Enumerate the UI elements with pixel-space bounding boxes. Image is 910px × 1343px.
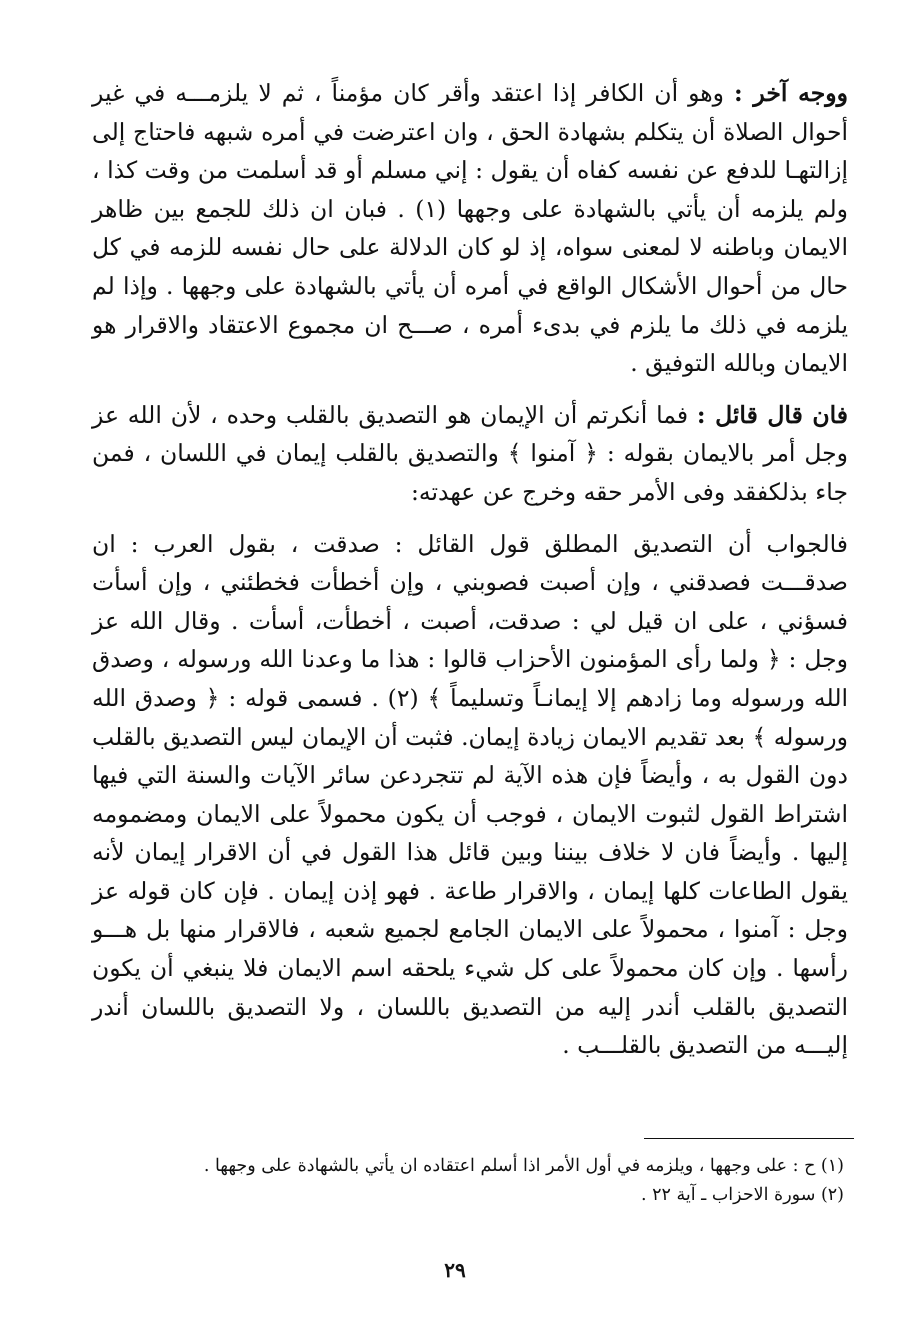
page-number: ٢٩ xyxy=(444,1258,466,1282)
footnote-divider xyxy=(644,1138,854,1139)
paragraph-2-lead: فان قال قائل : xyxy=(696,400,848,429)
paragraph-3 xyxy=(92,525,848,1065)
footnotes xyxy=(92,1152,844,1210)
paragraph-3-body: فالجواب أن التصديق المطلق قول القائل : صدقت ، بقول العرب : ان صدقـــت فصدقني ، وإن أصبت فصوبني ، وإن أخطأت فخطئني ، وإن أسأت فسؤني ، على ان قيل لي : صدقت، أصبت ، أخطأت، أسأت . وقال الله عز وجل : ﴿ ولما رأى المؤمنون الأحزاب قالوا : هذا ما وعدنا الله ورسوله ، وصدق الله ورسوله وما زادهم إلا إيمانـاً وتسليماً ﴾ (٢) . فسمى قوله : ﴿ وصدق الله ورسوله ﴾ بعد تقديم الايمان زيادة إيمان. فثبت أن الإيمان ليس التصديق بالقلب دون القول به ، وأيضاً فإن هذه الآية لم تتجردعن سائر الآيات والسنة التي فيها اشتراط القول لثبوت الايمان ، فوجب أن يكون محمولاً على الايمان ومضمومه إليها . وأيضاً فان لا خلاف بيننا وبين قائل هذا القول في أن الاقرار إيمان لأنه يقول الطاعات كلها إيمان ، والاقرار طاعة . فهو إذن إيمان . فإن كان قوله عز وجل : آمنوا ، محمولاً على الايمان الجامع لجميع شعبه ، فالاقرار منها بل هـــو رأسها . وإن كان محمولاً على كل شيء يلحقه اسم الايمان فلا ينبغي أن يكون التصديق بالقلب أندر إليه من التصديق باللسان ، ولا التصديق باللسان أندر إليـــه من التصديق بالقلـــب . xyxy=(92,529,849,1060)
paragraph-2 xyxy=(92,396,848,512)
paragraph-2-body: فما أنكرتم أن الإيمان هو التصديق بالقلب وحده ، لأن الله عز وجل أمر بالايمان بقوله : ﴿ آمنوا ﴾ والتصديق بالقلب إيمان في اللسان ، فمن جاء بذلكفقد وفى الأمر حقه وخرج عن عهدته: xyxy=(92,400,848,506)
paragraph-1 xyxy=(92,74,848,383)
paragraph-1-body: وهو أن الكافر إذا اعتقد وأقر كان مؤمناً ، ثم لا يلزمـــه في غير أحوال الصلاة أن يتكلم بشهادة الحق ، وان اعترضت في أمره شبهه فاحتاج إلى إزالتهـا للدفع عن نفسه كفاه أن يقول : إني مسلم أو قد أسلمت من وقت كذا ، ولم يلزمه أن يأتي بالشهادة على وجهها (١) . فبان ان ذلك للجمع بين ظاهر الايمان وباطنه لا لمعنى سواه، إذ لو كان الدلالة على حال نفسه للزمه في كل حال من أحوال الأشكال الواقع في أمره أن يأتي بالشهادة على وجهها . وإذا لم يلزمه في ذلك ما يلزم في بدىء أمره ، صـــح ان مجموع الاعتقاد والاقرار هو الايمان وبالله التوفيق . xyxy=(92,79,848,378)
main-text xyxy=(92,74,848,1065)
paragraph-1-lead: ووجه آخر : xyxy=(734,79,848,107)
footnote-1: (١) ح : على وجهها ، ويلزمه في أول الأمر اذا أسلم اعتقاده ان يأتي بالشهادة على وجهها . xyxy=(203,1156,844,1176)
footnote-2: (٢) سورة الاحزاب ـ آية ٢٢ . xyxy=(640,1185,844,1205)
